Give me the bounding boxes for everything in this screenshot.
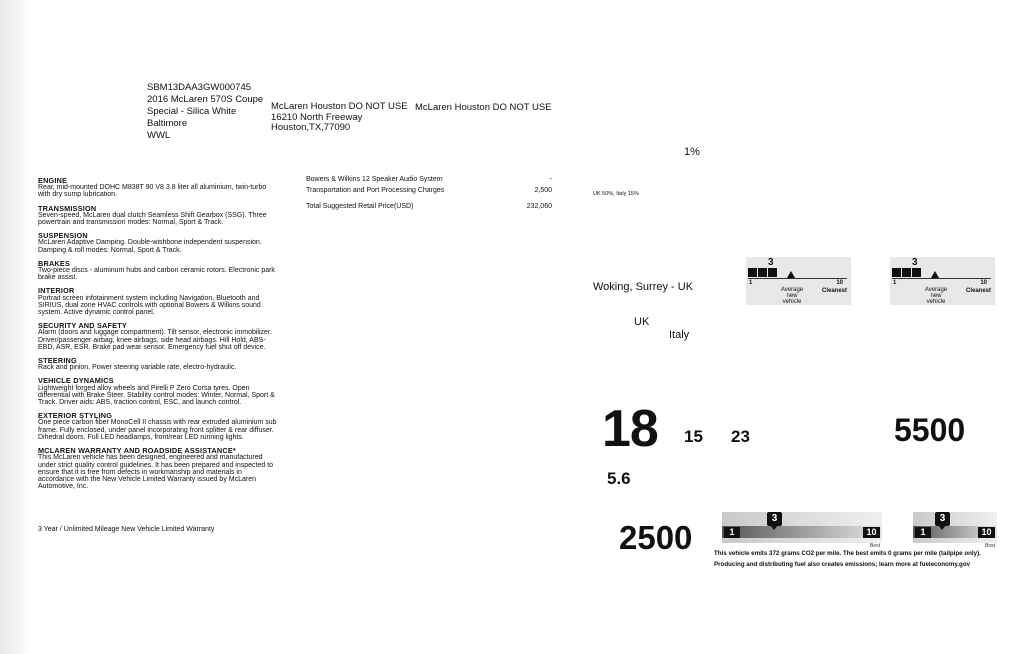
rating-score: 3 (912, 257, 918, 268)
rating-square (902, 268, 911, 277)
spec-title: ENGINE (38, 176, 68, 185)
spec-title: SECURITY AND SAFETY (38, 321, 127, 331)
spec-text: McLaren Adaptive Damping. Double-wishbone independent suspension. Damping & roll modes: Normal, Sport & Track. (38, 239, 262, 254)
rating-scale-line (892, 278, 991, 279)
rating-squares (892, 268, 921, 277)
bar-low-cap: 1 (724, 527, 740, 538)
average-label: Average new vehicle (780, 287, 804, 305)
total-value: 232,060 (526, 203, 552, 210)
bar-high-cap: 10 (978, 527, 995, 538)
price-value: - (549, 176, 552, 183)
spec-title: VEHICLE DYNAMICS (38, 376, 114, 386)
vehicle-code: WWL (147, 130, 171, 141)
spec-text: One piece carbon fiber MonoCell II chassis with rear extruded aluminium sub frame. Fully enclosed, under panel incorporating front splitter & rear diffuser. Dihedral doors. Full LED headlamps, front/rear LED running lights. (38, 419, 277, 441)
dealer-city: Houston,TX,77090 (271, 122, 351, 133)
rating-square (758, 268, 767, 277)
best-label: Best (869, 543, 880, 549)
spec-text: This McLaren vehicle has been designed, engineered and manufactured under strict quality control guidelines. It has been prepared and inspected to ensure that it is free from defects in workmanship and materials in accordance with the New Vehicle Limited Warranty issued by McLaren Automotive, Inc. (38, 454, 274, 491)
spec-text: Alarm (doors and luggage compartment). Tilt sensor, electronic immobilizer. Driver/passenger airbag, knee airbags, side head airbags. Hill Hold, ABS-EBD, ASR, ESR. Brake pad wear sensor. Emergency fuel shut off device. (38, 329, 272, 351)
bar-score-marker: 3 (767, 512, 782, 526)
marker-pointer-icon (938, 525, 946, 530)
dealer-street: 16210 North Freeway (271, 111, 363, 123)
smog-rating-box (890, 257, 995, 305)
average-marker-icon (931, 271, 939, 278)
scale-low: 1 (893, 280, 897, 286)
bar-track (722, 526, 882, 538)
spec-engine (38, 177, 278, 199)
scale-high: 10 (980, 280, 987, 286)
rating-square (748, 268, 757, 277)
emissions-note: This vehicle emits 372 grams CO2 per mile. The best emits 0 grams per mile (tailpipe only). Producing and distributing fuel also creates emissions; learn more at fueleconomy.gov (714, 550, 981, 568)
highway-mpg: 23 (731, 427, 750, 446)
marker-pointer-icon (770, 525, 778, 530)
model: 2016 McLaren 570S Coupe (147, 94, 264, 105)
rating-square (768, 268, 777, 277)
interior-trim: Baltimore (147, 118, 188, 129)
spec-title: INTERIOR (38, 286, 75, 296)
parts-content-percent: 1% (684, 146, 700, 158)
smog-rating-bar (913, 512, 997, 549)
annual-fuel-cost: 5500 (894, 412, 966, 448)
price-total-row (306, 201, 552, 212)
final-assembly: Woking, Surrey - UK (593, 281, 694, 293)
spec-title: EXTERIOR STYLING (38, 411, 113, 421)
rating-squares (748, 268, 777, 277)
rating-square (912, 268, 921, 277)
average-label: Average new vehicle (924, 287, 948, 305)
spec-transmission (38, 205, 278, 227)
price-row (306, 174, 552, 185)
price-row (306, 185, 552, 196)
warranty-line: 3 Year / Unlimited Mileage New Vehicle Limited Warranty (38, 526, 215, 533)
rating-score: 3 (768, 257, 774, 268)
parts-origin-mix: UK 50%, Italy 15% (593, 191, 639, 197)
spec-title: MCLAREN WARRANTY AND ROADSIDE ASSISTANCE* (38, 446, 236, 456)
spec-text: Portrait screen infotainment system including Navigation, Bluetooth and SIRIUS, dual zone HVAC controls with optional Bowers & Wilkins sound system. Active dynamic control panel. (38, 294, 261, 317)
price-label: Bowers & Wilkins 12 Speaker Audio System (306, 176, 443, 183)
scale-high: 10 (836, 280, 843, 286)
spec-security (38, 322, 278, 351)
vin: SBM13DAA3GW000745 (147, 82, 252, 93)
standard-equipment (38, 177, 278, 496)
dealer-name: McLaren Houston DO NOT USE (271, 101, 408, 112)
cleanest-label: Cleanest (965, 288, 991, 294)
fuel-economy-greenhouse-bar (722, 512, 882, 549)
spec-title: SUSPENSION (38, 231, 88, 241)
spec-title: STEERING (38, 356, 77, 366)
extra-fuel-cost: 2500 (619, 519, 693, 556)
ghg-rating-box (746, 257, 851, 305)
dealer-address (271, 102, 408, 134)
vehicle-info (147, 82, 263, 142)
spec-text: Two-piece discs - aluminum hubs and carbon ceramic rotors. Electronic park brake assist. (38, 267, 275, 282)
spec-warranty (38, 447, 278, 490)
bar-high-cap: 10 (863, 527, 880, 538)
spec-brakes (38, 260, 278, 282)
best-label: Best (984, 543, 995, 549)
spec-steering (38, 357, 278, 371)
bar-score-marker: 3 (935, 512, 950, 526)
spec-text: Lightweight forged alloy wheels and Pirelli P Zero Corsa tyres. Open differential with Brake Steer. Stability control modes: Winter, Normal, Sport & Track. Driver aids: ABS, traction control, ESC, and launch control. (38, 384, 275, 407)
page-edge-shadow (0, 0, 32, 654)
total-label: Total Suggested Retail Price(USD) (306, 203, 414, 210)
gallons-per-100-miles: 5.6 (607, 469, 631, 488)
spec-interior (38, 287, 278, 316)
exterior-color: Special - Silica White (147, 106, 237, 117)
spec-text: Rear, mid-mounted DOHC M838T 90 V8 3.8 liter all aluminium, twin-turbo with dry sump lubrication. (38, 184, 267, 199)
bar-low-cap: 1 (915, 527, 931, 538)
spec-title: BRAKES (38, 258, 71, 268)
spec-text: Rack and pinion. Power steering variable rate, electro-hydraulic. (38, 364, 237, 372)
transmission-origin: Italy (669, 329, 690, 341)
spec-suspension (38, 232, 278, 254)
spec-title: TRANSMISSION (38, 203, 97, 213)
combined-mpg: 18 (602, 400, 658, 458)
engine-origin: UK (634, 316, 650, 328)
average-marker-icon (787, 271, 795, 278)
city-mpg: 15 (684, 427, 703, 446)
ship-to-dealer: McLaren Houston DO NOT USE (415, 102, 552, 113)
price-label: Transportation and Port Processing Charges (306, 187, 445, 194)
cleanest-label: Cleanest (821, 288, 847, 294)
rating-scale-line (748, 278, 847, 279)
spec-dynamics (38, 377, 278, 406)
price-table (306, 174, 552, 212)
spec-text: Seven-speed, McLaren dual clutch Seamless Shift Gearbox (SSG). Three powertrain and transmission modes: Normal, Sport & Track. (38, 211, 267, 227)
scale-low: 1 (749, 280, 753, 286)
rating-square (892, 268, 901, 277)
price-value: 2,500 (534, 187, 552, 194)
spec-exterior (38, 412, 278, 441)
